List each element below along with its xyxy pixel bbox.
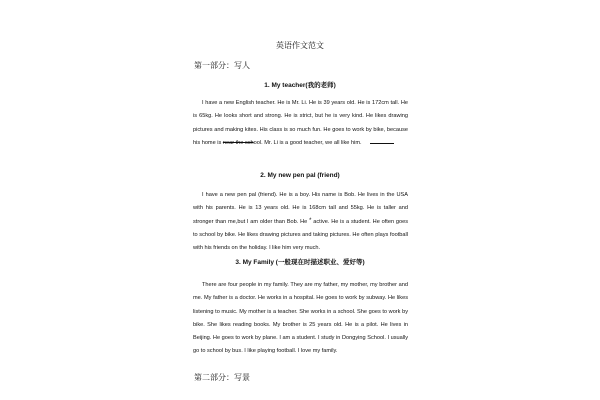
essay-2-stray-mark: *	[309, 217, 312, 224]
essay-3-body	[193, 279, 408, 359]
document-title: 英语作文范文	[276, 41, 324, 50]
essay-1-body	[193, 97, 408, 150]
essay-2-text-b: active. He is a student. He often goes to school by bike. He likes drawing pictures and taking pictures. He often plays football with his friends on the holiday. I like him very much.	[193, 218, 408, 252]
essay-1-text-a: I have a new English teacher. He is Mr. Li. He is 39 years old. He is 172cm tall. He is 65kg. He looks short and strong. He is strict, but he is very kind. He likes drawing pictures and making kites. His class is so much fun. He goes to work by bike, because his home is	[193, 100, 408, 146]
essay-1-struck-text: near the sch	[222, 139, 254, 146]
essay-1-text-b: ool. Mr. Li is a good teacher, we all like him.	[253, 139, 362, 146]
essay-2-body	[193, 189, 408, 255]
essay-2-text-a: I have a new pen pal (friend). He is a boy. His name is Bob. He lives in the USA with his parents. He is 13 years old. He is 168cm tall and 55kg. He is taller and stronger than me,but I am older than Bob. He	[193, 192, 408, 225]
essay-1-heading: 1. My teacher(我的老师)	[264, 82, 336, 89]
part-two-label: 第二部分：写景	[194, 373, 250, 382]
essay-3-heading: 3. My Family (一般现在时描述职业、爱好等)	[235, 259, 365, 266]
part-one-label: 第一部分：写人	[194, 61, 250, 70]
essay-2-heading: 2. My new pen pal (friend)	[260, 172, 340, 179]
essay-1-blank-line	[370, 143, 394, 144]
essay-3-text: There are four people in my family. They are my father, my mother, my brother and me. My father is a doctor. He works in a hospital. He goes to work by subway. He likes listening to music. My mother is a teacher. She works in a school. She goes to work by bike. She likes reading books. My brother is 25 years old. He is a pilot. He lives in Beijing. He goes to work by plane. I am a student. I study in Dongying School. I usually go to school by bus. I like playing football. I love my family.	[193, 282, 408, 355]
